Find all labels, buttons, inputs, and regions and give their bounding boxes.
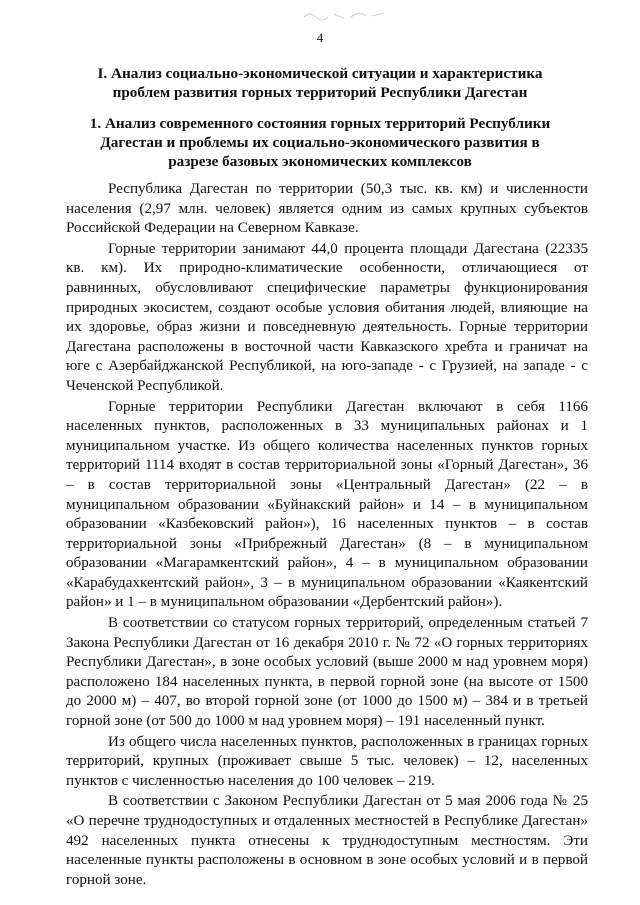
paragraph: Республика Дагестан по территории (50,3 тыс. кв. км) и численности населения (2,97 млн. человек) является одним из самых крупных субъектов Российской Федерации на Северном Кавказе. <box>66 181 588 237</box>
subsection-heading: 1. Анализ современного состояния горных территорий Республики Дагестан и проблемы их социально-экономического развития в разрезе базовых экономических комплексов <box>89 115 551 170</box>
paragraph: Горные территории Республики Дагестан включают в себя 1166 населенных пунктов, расположенных в 33 муниципальных районах и 1 муниципальном участке. Из общего количества населенных пунктов горных территорий 1114 входят в состав территориальной зоны «Горный Дагестан», 36 – в состав территориальной зоны «Центральный Дагестан» (22 – в муниципальном образовании «Буйнакский район» и 14 – в муниципальном образовании «Казбековский район»), 16 населенных пунктов – в состав территориальной зоны «Прибрежный Дагестан» (8 – в муниципальном образовании «Магарамкентский район», 4 – в муниципальном образовании «Карабудахкентский район», 3 – в муниципальном образовании «Каякентский район» и 1 – в муниципальном образовании «Дербентский район»). <box>66 398 588 611</box>
scan-artifact-mark <box>300 8 390 22</box>
paragraph: Из общего числа населенных пунктов, расположенных в границах горных территорий, крупных (проживает свыше 5 тыс. человек) – 12, населенных пунктов с численностью населения до 100 человек – 219. <box>66 733 588 789</box>
page-number: 4 <box>316 30 324 45</box>
paragraph: В соответствии со статусом горных территорий, определенным статьей 7 Закона Республики Дагестан от 16 декабря 2010 г. № 72 «О горных территориях Республики Дагестан», в зоне особых условий (выше 2000 м над уровнем моря) расположено 184 населенных пункта, в первой горной зоне (на высоте от 1500 до 2000 м) – 407, во второй горной зоне (от 1000 до 1500 м) – 384 и в третьей горной зоне (от 500 до 1000 м над уровнем моря) – 191 населенный пункт. <box>66 615 588 730</box>
paragraph: Горные территории занимают 44,0 процента площади Дагестана (22335 кв. км). Их природно-климатические особенности, отличающиеся от равнинных, обусловливают специфические параметры функционирования природных экосистем, создают особые условия обитания людей, влияющие на их здоровье, образ жизни и повседневную деятельность. Горные территории Дагестана расположены в восточной части Кавказского хребта и граничат на юге с Азербайджанской Республикой, на юго-западе - с Грузией, на западе - с Чеченской Республикой. <box>66 240 588 394</box>
section-heading: I. Анализ социально-экономической ситуации и характеристика проблем развития горных территорий Республики Дагестан <box>97 65 543 101</box>
paragraph: В соответствии с Законом Республики Дагестан от 5 мая 2006 года № 25 «О перечне труднодоступных и отдаленных местностей в Республике Дагестан» 492 населенных пункта отнесены к труднодоступным местностям. Эти населенные пункты расположены в основном в зоне особых условий и в первой горной зоне. <box>66 793 588 888</box>
body-text <box>66 180 588 890</box>
